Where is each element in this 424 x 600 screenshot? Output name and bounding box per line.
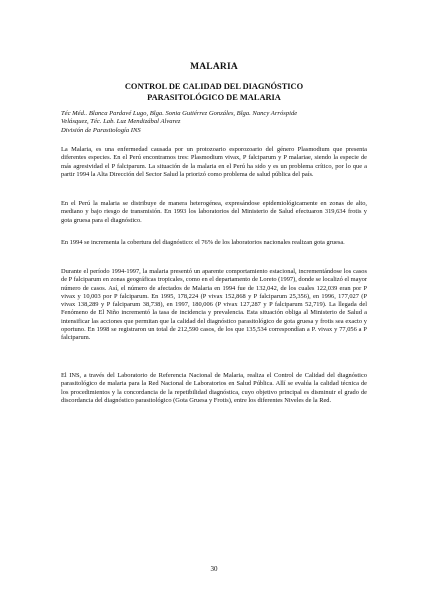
- paragraph-2: En el Perú la malaria se distribuye de manera heterogénea, expresándose epidemiológicamente en zonas de alto, mediano y bajo riesgo de transmisión. En 1993 los laboratorios del Ministerio de Salud efectuaron 319,634 frotis y gota gruesa para el diagnóstico.: [61, 200, 367, 224]
- authors-line-1: Téc Méd.. Blanca Pardavé Lugo, Blga. Sonia Gutiérrez Gonzáles, Blga. Nancy Arróspide: [61, 110, 298, 117]
- page-number: 30: [210, 565, 218, 573]
- subtitle-line-2: PARASITOLÓGICO DE MALARIA: [147, 92, 281, 102]
- subtitle-line-1: CONTROL DE CALIDAD DEL DIAGNÓSTICO: [124, 82, 304, 91]
- paragraph-4: Durante el período 1994-1997, la malaria presentó un aparente comportamiento estacional, incrementándose los casos de P falciparum en zonas geográficas tropicales, como en el departamento de Loreto (1997), donde se localizó el mayor número de casos. Así, el número de afectados de Malaria en 1994 fue de 132,042, de los cuales 122,039 eran por P vivax y 10,003 por P falciparum. En 1995, 178,224 (P vivax 152,868 y P falciparum 25,356), en 1996, 177,027 (P vivax 138,289 y P falciparum 38,738), en 1997, 180,006 (P vivax 127,287 y P falciparum 52,719). La llegada del Fenómeno de El Niño incrementó la tasa de incidencia y prevalencia. Esta situación obliga al Ministerio de Salud a intensificar las acciones que permitan que la calidad del diagnóstico parasitológico de gota gruesa y frotis sea exacto y oportuno. En 1998 se registraron un total de 212,590 casos, de los que 135,534 correspondían a P. vivax y 77,056 a P falciparum.: [61, 268, 367, 342]
- authors-affiliation: División de Parasitología INS: [61, 126, 141, 134]
- document-subtitle: [61, 82, 367, 103]
- paragraph-1: La Malaria, es una enfermedad causada por un protozoario esporozoario del género Plasmodium que presenta diferentes especies. En el Perú encontramos tres: Plasmodium vivax, P falciparum y P malariae, siendo la especie de más agresividad el P falciparum. La situación de la malaria en el Perú ha sido y es un problema crítico, por lo que a partir 1994 la Alta Dirección del Sector Salud la priorizó como problema de salud pública del país.: [61, 146, 367, 178]
- document-title: MALARIA: [190, 62, 238, 72]
- paragraph-3: En 1994 se incrementa la cobertura del diagnóstico: el 76% de los laboratorios nacionales realizan gota gruesa.: [61, 239, 345, 246]
- paragraph-5: El INS, a través del Laboratorio de Referencia Nacional de Malaria, realiza el Control de Calidad del diagnóstico parasitológico de malaria para la Red Nacional de Laboratorios en Salud Pública. Allí se evalúa la calidad técnica de los procedimientos y la concordancia de la repetibilidad diagnóstica, cuyo objetivo principal es disminuir el grado de discordancia del diagnóstico parasitológico (Gota Gruesa y Frotis), entre los diferentes Niveles de la Red.: [61, 372, 367, 404]
- authors-block: [61, 110, 367, 135]
- authors-line-2: Velásquez, Téc. Lab. Luz Mendizábal Alvarez: [61, 118, 181, 126]
